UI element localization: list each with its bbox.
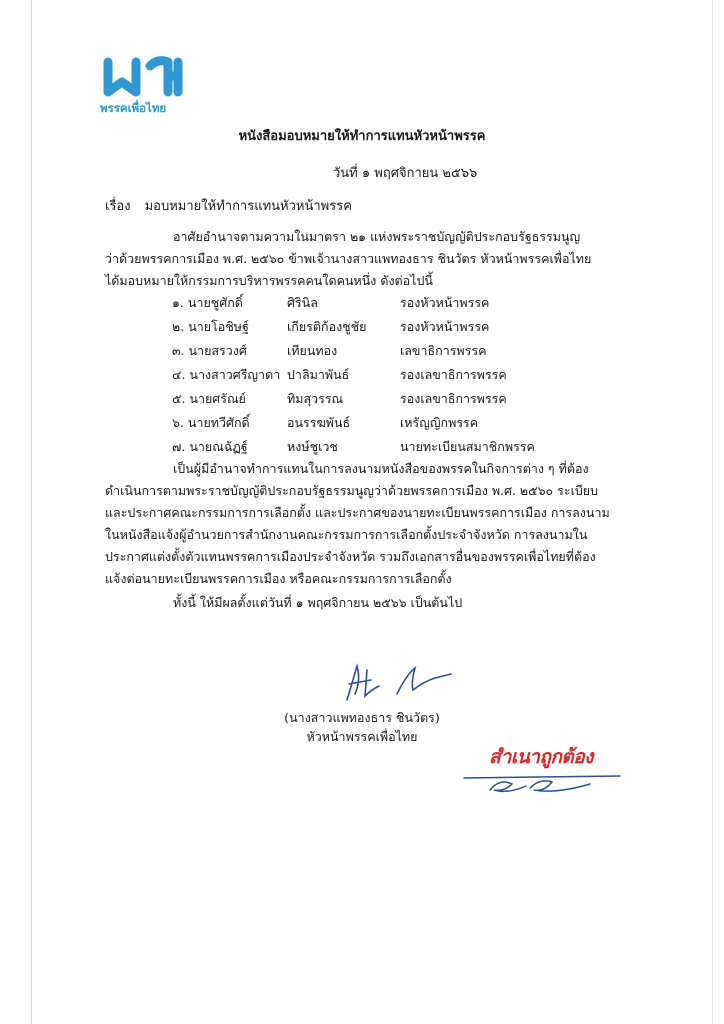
body-line: และประกาศคณะกรรมการการเลือกตั้ง และประกาศของนายทะเบียนพรรคการเมือง การลงนาม — [105, 505, 610, 520]
subject-label: เรื่อง — [105, 199, 131, 214]
body-line: ดำเนินการตามพระราชบัญญัติประกอบรัฐธรรมนูญว่าด้วยพรรคการเมือง พ.ศ. ๒๕๖๐ ระเบียบ — [105, 483, 599, 498]
document-date: วันที่ ๑ พฤศจิกายน ๒๕๖๖ — [333, 166, 478, 181]
subject-line — [105, 195, 352, 216]
body-line: ในหนังสือแจ้งผู้อำนวยการสำนักงานคณะกรรมการการเลือกตั้งประจำจังหวัด การลงนามใน — [105, 527, 588, 542]
member-first-name: ๒. นายโอชิษฐ์ — [172, 319, 249, 334]
member-last-name: ปาลิมาพันธ์ — [287, 367, 350, 382]
member-first-name: ๔. นางสาวศรีญาดา — [172, 367, 281, 382]
party-logo-text: พรรคเพื่อไทย — [100, 101, 167, 115]
member-first-name: ๓. นายสรวงศ์ — [172, 343, 247, 358]
member-position: รองหัวหน้าพรรค — [400, 295, 490, 310]
member-last-name: เกียรติก้องชูชัย — [287, 319, 367, 334]
page-edge-left — [31, 0, 32, 1024]
member-position: รองเลขาธิการพรรค — [400, 367, 507, 382]
member-position: เลขาธิการพรรค — [400, 343, 487, 358]
body-line: แจ้งต่อนายทะเบียนพรรคการเมือง หรือคณะกรรมการการเลือกตั้ง — [105, 571, 452, 586]
party-logo-mark — [100, 52, 192, 100]
authority-paragraph — [105, 458, 619, 590]
member-first-name: ๑. นายชูศักดิ์ — [172, 295, 243, 310]
signer-name: (นางสาวแพทองธาร ชินวัตร) — [284, 710, 440, 725]
member-first-name: ๗. นายณฉัฏฐ์ — [172, 439, 248, 454]
member-last-name: หงษ์ชูเวช — [287, 439, 338, 454]
document-title: หนังสือมอบหมายให้ทำการแทนหัวหน้าพรรค — [238, 129, 486, 144]
member-position: นายทะเบียนสมาชิกพรรค — [400, 439, 535, 454]
subject-text: มอบหมายให้ทำการแทนหัวหน้าพรรค — [144, 199, 352, 214]
member-position: รองเลขาธิการพรรค — [400, 391, 507, 406]
effective-paragraph — [105, 592, 619, 614]
member-position: เหรัญญิกพรรค — [400, 415, 479, 430]
member-last-name: อนรรฆพันธ์ — [287, 415, 351, 430]
certifier-signature-image — [460, 760, 630, 800]
member-position: รองหัวหน้าพรรค — [400, 319, 490, 334]
effective-line: ทั้งนี้ ให้มีผลตั้งแต่วันที่ ๑ พฤศจิกายน ๒๕๖๖ เป็นต้นไป — [173, 595, 463, 610]
member-last-name: ศิรินิล — [287, 295, 318, 310]
intro-line: ได้มอบหมายให้กรรมการบริหารพรรคคนใดคนหนึ่ง ดังต่อไปนี้ — [105, 273, 433, 288]
page-edge-right — [712, 0, 713, 1024]
intro-line: ว่าด้วยพรรคการเมือง พ.ศ. ๒๕๖๐ ข้าพเจ้านางสาวแพทองธาร ชินวัตร หัวหน้าพรรคเพื่อไทย — [105, 251, 592, 266]
body-line: เป็นผู้มีอำนาจทำการแทนในการลงนามหนังสือของพรรคในกิจการต่าง ๆ ที่ต้อง — [173, 461, 589, 476]
party-logo — [100, 52, 192, 118]
member-first-name: ๕. นายศรัณย์ — [172, 391, 246, 406]
member-last-name: ทิมสุวรรณ — [287, 391, 344, 406]
certified-copy-stamp: สำเนาถูกต้อง — [489, 746, 593, 768]
member-first-name: ๖. นายทวีศักดิ์ — [172, 415, 250, 430]
signature-image — [327, 660, 457, 705]
member-last-name: เทียนทอง — [287, 343, 338, 358]
intro-line: อาศัยอำนาจตามความในมาตรา ๒๑ แห่งพระราชบัญญัติประกอบรัฐธรรมนูญ — [173, 229, 581, 244]
intro-paragraph — [105, 226, 619, 292]
body-line: ประกาศแต่งตั้งตัวแทนพรรคการเมืองประจำจังหวัด รวมถึงเอกสารอื่นของพรรคเพื่อไทยที่ต้อง — [105, 549, 596, 564]
signer-title: หัวหน้าพรรคเพื่อไทย — [306, 729, 418, 744]
